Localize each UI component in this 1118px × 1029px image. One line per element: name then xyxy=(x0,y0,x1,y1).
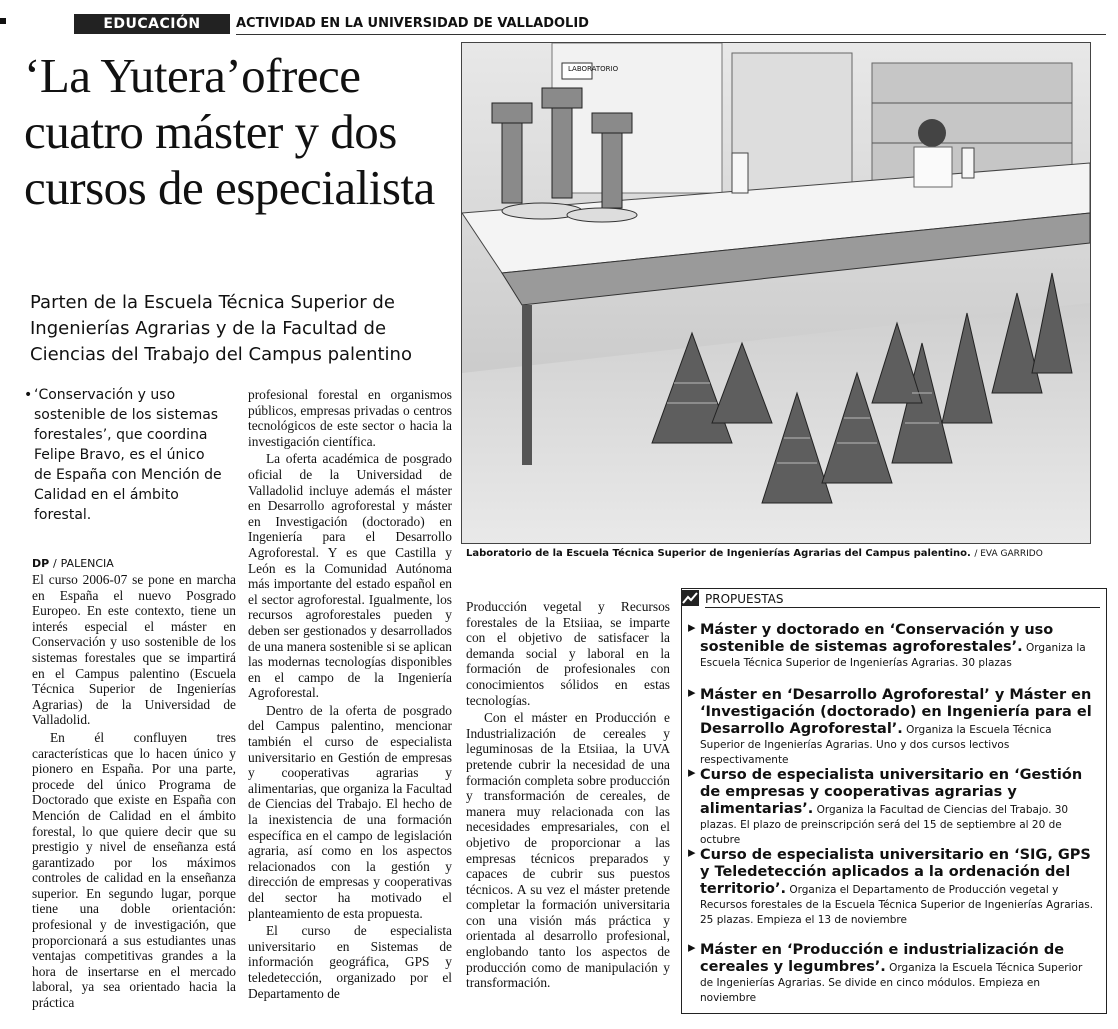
proposals-rule xyxy=(705,607,1100,608)
arrow-right-icon: ▸ xyxy=(688,618,696,636)
proposal-description: Organiza la Escuela Técnica Superior de Ingenierías Agrarias. 30 plazas xyxy=(700,642,1086,669)
byline-separator: / xyxy=(53,557,57,570)
article-column-1 xyxy=(32,572,236,1013)
proposal-item xyxy=(688,763,1096,848)
paragraph: El curso de especialista universitario en Sistemas de información geográfica, GPS y teledetección, organizado por el Departamento de xyxy=(248,923,452,1001)
proposals-title: PROPUESTAS xyxy=(705,592,784,606)
arrow-right-icon: ▸ xyxy=(688,938,696,956)
proposal-item xyxy=(688,618,1096,671)
bullet-icon: • xyxy=(24,387,33,403)
lab-sign: LABORATORIO xyxy=(568,65,619,73)
highlight-quote xyxy=(24,385,224,525)
proposal-title: Máster en ‘Desarrollo Agroforestal’ y Máster en ‘Investigación (doctorado) en Ingeniería para el Desarrollo Agroforestal’. xyxy=(700,687,1092,737)
arrow-right-icon: ▸ xyxy=(688,843,696,861)
paragraph: profesional forestal en organismos públicos, empresas privadas o centros tecnológicos de este sector o hacia la investigación científica. xyxy=(248,387,452,449)
proposal-title: Curso de especialista universitario en ‘Gestión de empresas y cooperativas agrarias y alimentarias’. xyxy=(700,767,1083,817)
trend-arrow-icon xyxy=(681,590,699,606)
proposal-item xyxy=(688,843,1096,928)
lab-photo-illustration xyxy=(462,43,1090,543)
proposal-description: Organiza la Escuela Técnica Superior de Ingenierías Agrarias. Se divide en cinco módulos. Empieza en noviembre xyxy=(700,962,1083,1004)
header-rule xyxy=(236,34,1106,35)
caption-text: Laboratorio de la Escuela Técnica Superior de Ingenierías Agrarias del Campus palentino. xyxy=(466,548,971,559)
proposal-item xyxy=(688,683,1096,768)
byline-agency: DP xyxy=(32,557,50,570)
paragraph: Producción vegetal y Recursos forestales de la Etsiiaa, se imparte con el objetivo de satisfacer la demanda social y laboral en la formación de profesionales con conocimientos sólidos en estas tecnologías. xyxy=(466,599,670,708)
page-edge-mark xyxy=(0,18,6,24)
proposal-description: Organiza la Escuela Técnica Superior de Ingenierías Agrarias. Uno y dos cursos lectivos respectivamente xyxy=(700,724,1052,766)
section-subtitle: ACTIVIDAD EN LA UNIVERSIDAD DE VALLADOLID xyxy=(236,16,589,31)
photo-caption xyxy=(466,548,1043,559)
proposal-title: Máster en ‘Producción e industrialización de cereales y legumbres’. xyxy=(700,942,1065,975)
proposal-item xyxy=(688,938,1096,1006)
headline: ‘La Yutera’ofrece cuatro máster y dos cursos de especialista xyxy=(24,48,435,215)
deck: Parten de la Escuela Técnica Superior de Ingenierías Agrarias y de la Facultad de Ciencias del Trabajo del Campus palentino xyxy=(30,292,412,365)
proposal-title: Curso de especialista universitario en ‘SIG, GPS y Teledetección aplicados a la ordenación del territorio’. xyxy=(700,847,1091,897)
byline-place: PALENCIA xyxy=(60,557,114,570)
proposal-title: Máster y doctorado en ‘Conservación y uso sostenible de sistemas agroforestales’. xyxy=(700,622,1054,655)
photo-credit: / EVA GARRIDO xyxy=(974,549,1043,559)
highlight-text: ‘Conservación y uso sostenible de los sistemas forestales’, que coordina Felipe Bravo, es el único de España con Mención de Calidad en el ámbito forestal. xyxy=(34,387,222,523)
section-tag: EDUCACIÓN xyxy=(74,14,230,34)
paragraph: La oferta académica de posgrado oficial de la Universidad de Valladolid incluye además el máster en Desarrollo agroforestal y máster en Investigación (doctorado) en Ingeniería para el Desarrollo Agroforestal. Y es que Castilla y León es la Comunidad Autónoma más importante del estado español en el sector agroforestal. Igualmente, los recursos agroforestales pueden y deben ser gestionados y desarrollados de una manera sostenible si se aplican las modernas tecnologías disponibles en el campo de la Ingeniería Agroforestal. xyxy=(248,451,452,701)
proposal-description: Organiza la Facultad de Ciencias del Trabajo. 30 plazas. El plazo de preinscripción será del 15 de septiembre al 20 de octubre xyxy=(700,804,1069,846)
proposal-description: Organiza el Departamento de Producción vegetal y Recursos forestales de la Escuela Técnica Superior de Ingenierías Agrarias. 25 plazas. Empieza el 13 de noviembre xyxy=(700,884,1094,926)
paragraph: Con el máster en Producción e Industrialización de cereales y leguminosas de la Etsiiaa, la UVA pretende cubrir la necesidad de una formación completa sobre producción y transformación de cereales, de manera muy relacionada con las necesidades empresariales, con el objetivo de proporcionar a las empresas técnicos preparados y capaces de cubrir sus puestos técnicos. A su vez el máster pretende completar la formación universitaria con una visión más práctica y orientada al desarrollo profesional, englobando tanto los aspectos de producción como de manipulación y transformación. xyxy=(466,710,670,991)
arrow-right-icon: ▸ xyxy=(688,763,696,781)
arrow-right-icon: ▸ xyxy=(688,683,696,701)
paragraph: Dentro de la oferta de posgrado del Campus palentino, mencionar también el curso de especialista universitario en Gestión de empresas y cooperativas agrarias y alimentarias, que organiza la Facultad de Ciencias del Trabajo. El hecho de la inexistencia de una formación específica en el campo de legislación agraria, así como en los aspectos relacionados con la gestión y dirección de empresas y cooperativas del sector ha motivado el planteamiento de esta propuesta. xyxy=(248,702,452,921)
lab-photo xyxy=(461,42,1091,544)
paragraph: El curso 2006-07 se pone en marcha en España el nuevo Posgrado Europeo. En este contexto, tiene un interés especial el máster en Conservación y uso sostenible de los sistemas forestales que se impartirá en el Campus palentino (Escuela Técnica Superior de Ingenierías Agrarias) de la Universidad de Valladolid. xyxy=(32,572,236,728)
byline xyxy=(32,557,114,570)
paragraph: En él confluyen tres características que lo hacen único y pionero en España. Por una parte, procede del único Programa de Doctorado que existe en España con Mención de Calidad en el ámbito forestal, lo que quiere decir que su prestigio y nivel de enseñanza está garantizado por los máximos controles de calidad en la enseñanza superior. En segundo lugar, porque tiene una doble orientación: profesional y de investigación, que proporcionará a sus estudiantes unas ventajas competitivas grandes a la hora de insertarse en el mercado laboral, ya sea orientado hacia la práctica xyxy=(32,729,236,1011)
article-column-3 xyxy=(466,599,670,993)
article-column-2 xyxy=(248,387,452,1003)
